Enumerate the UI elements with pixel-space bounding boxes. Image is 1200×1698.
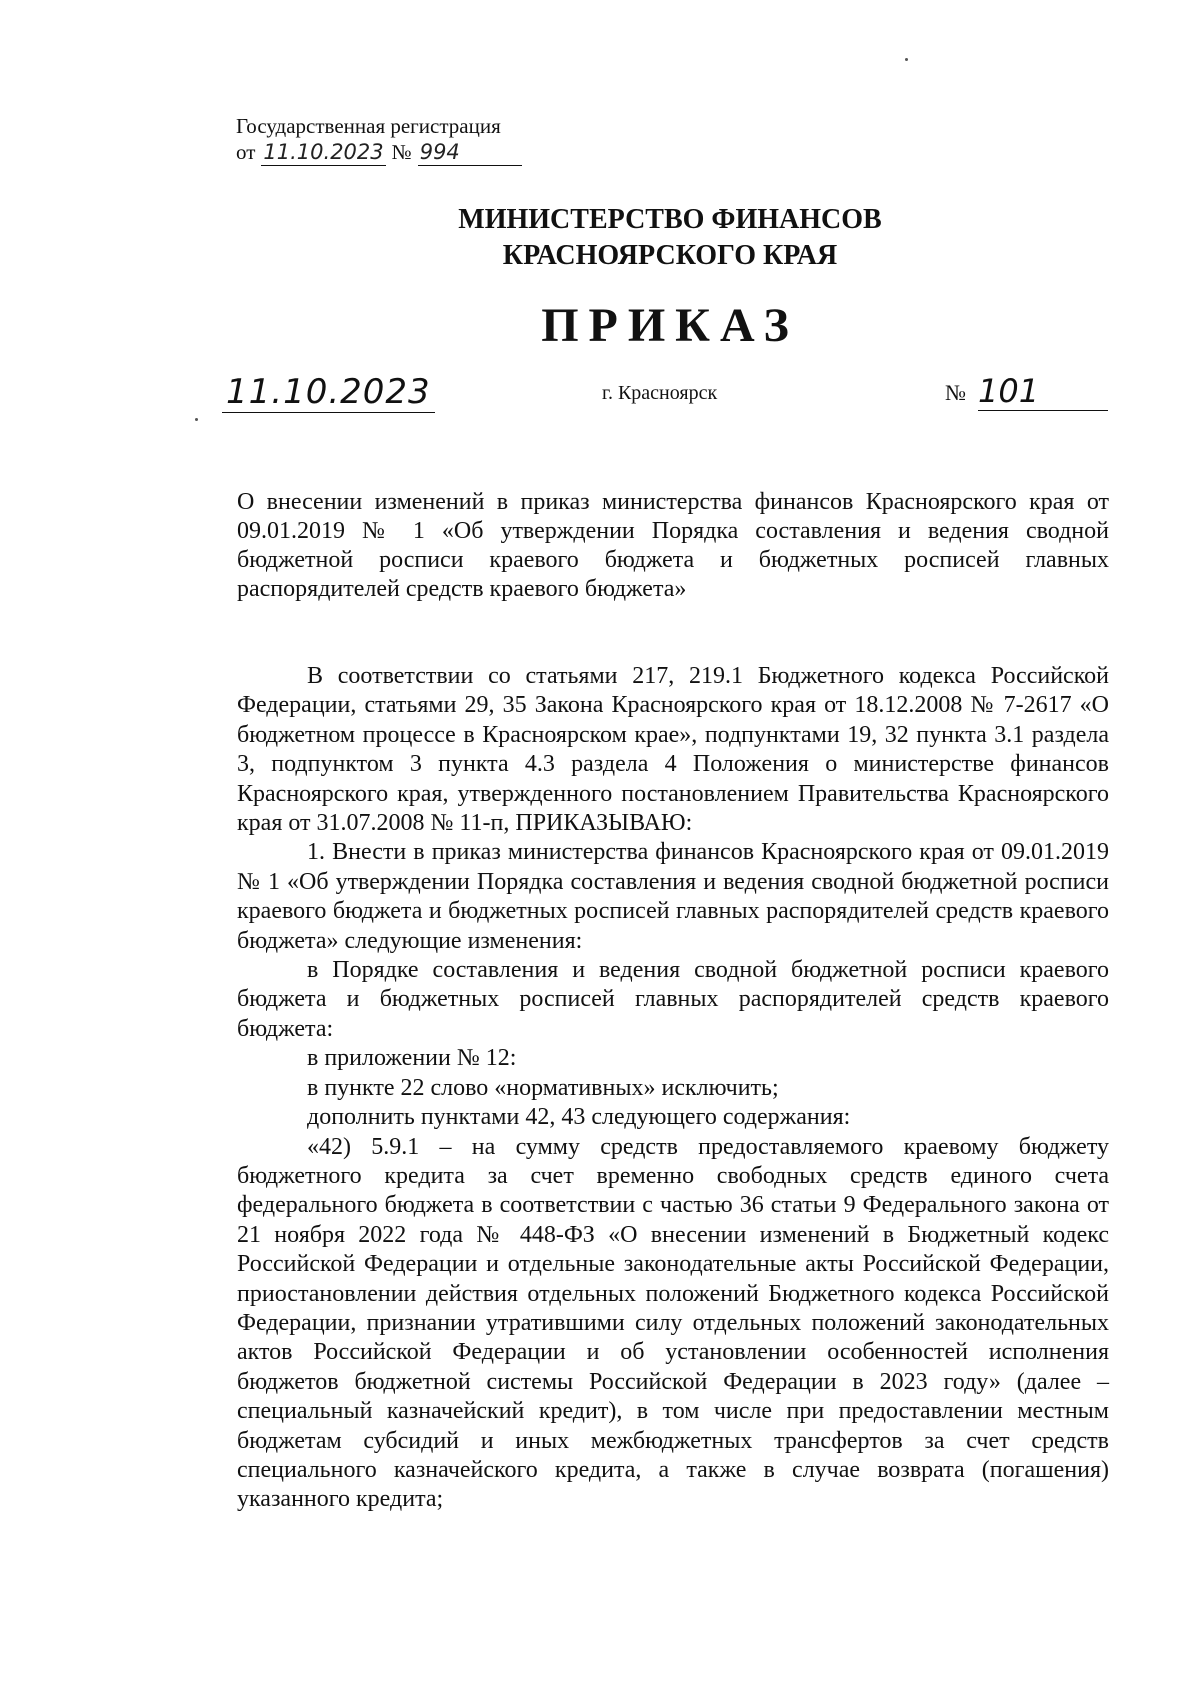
body-paragraph-supplement: дополнить пунктами 42, 43 следующего содержания:	[307, 1104, 851, 1131]
ministry-line-2: КРАСНОЯРСКОГО КРАЯ	[502, 240, 838, 271]
body-paragraph-preamble: В соответствии со статьями 217, 219.1 Бюджетного кодекса Российской Федерации, статьями 29, 35 Закона Красноярского края от 18.12.2008 № 7-2617 «О бюджетном процессе в Красноярском крае», подпунктами 19, 32 пункта 3.1 раздела 3, подпунктом 3 пункта 4.3 раздела 4 Положения о министерстве финансов Красноярского края, утвержденного постановлением Правительства Красноярского края от 31.07.2008 № 11-п, ПРИКАЗЫВАЮ:	[237, 663, 1109, 837]
body-paragraph-clause-42: «42) 5.9.1 – на сумму средств предоставляемого краевому бюджету бюджетного кредита за счет временно свободных средств единого счета федерального бюджета в соответствии с частью 36 статьи 9 Федерального закона от 21 ноября 2022 года № 448-ФЗ «О внесении изменений в Бюджетный кодекс Российской Федерации и отдельные законодательные акты Российской Федерации, приостановлении действия отдельных положений Бюджетного кодекса Российской Федерации, признании утратившими силу отдельных положений законодательных актов Российской Федерации и об установлении особенностей исполнения бюджетов бюджетной системы Российской Федерации в 2023 году» (далее – специальный казначейский кредит), в том числе при предоставлении местным бюджетам субсидий и иных межбюджетных трансфертов за счет средств специального казначейского кредита, а также в случае возврата (погашения) указанного кредита;	[237, 1133, 1109, 1513]
scan-speck	[195, 418, 198, 421]
order-subject: О внесении изменений в приказ министерства финансов Красноярского края от 09.01.2019 № 1 «Об утверждении Порядка составления и ведения сводной бюджетной росписи краевого бюджета и бюджетных росписей главных распорядителей средств краевого бюджета»	[237, 489, 1109, 602]
order-date: 11.10.2023	[222, 372, 435, 413]
order-details-row	[222, 372, 1102, 412]
registration-number: 994	[418, 139, 522, 166]
ministry-title	[0, 202, 1200, 274]
ministry-line-1: МИНИСТЕРСТВО ФИНАНСОВ	[458, 204, 882, 235]
scan-speck	[905, 58, 908, 61]
document-type-heading: ПРИКАЗ	[541, 299, 799, 352]
registration-title: Государственная регистрация	[236, 114, 501, 138]
order-city: г. Красноярск	[602, 382, 718, 404]
body-paragraph-procedure: в Порядке составления и ведения сводной бюджетной росписи краевого бюджета и бюджетных росписей главных распорядителей средств краевого бюджета:	[237, 957, 1109, 1042]
registration-line	[236, 139, 522, 166]
body-paragraph-item-1: 1. Внести в приказ министерства финансов Красноярского края от 09.01.2019 № 1 «Об утверждении Порядка составления и ведения сводной бюджетной росписи краевого бюджета и бюджетных росписей главных распорядителей средств краевого бюджета» следующие изменения:	[237, 839, 1109, 954]
registration-number-label: №	[391, 140, 412, 164]
registration-stamp	[236, 113, 522, 166]
registration-date: 11.10.2023	[263, 140, 384, 164]
body-paragraph-clause-22: в пункте 22 слово «нормативных» исключить;	[307, 1074, 779, 1101]
registration-from-label: от	[236, 140, 256, 164]
order-body	[237, 662, 1109, 1515]
order-number: 101	[978, 372, 1108, 411]
order-number-label: №	[945, 380, 966, 405]
body-paragraph-appendix: в приложении № 12:	[307, 1045, 517, 1072]
